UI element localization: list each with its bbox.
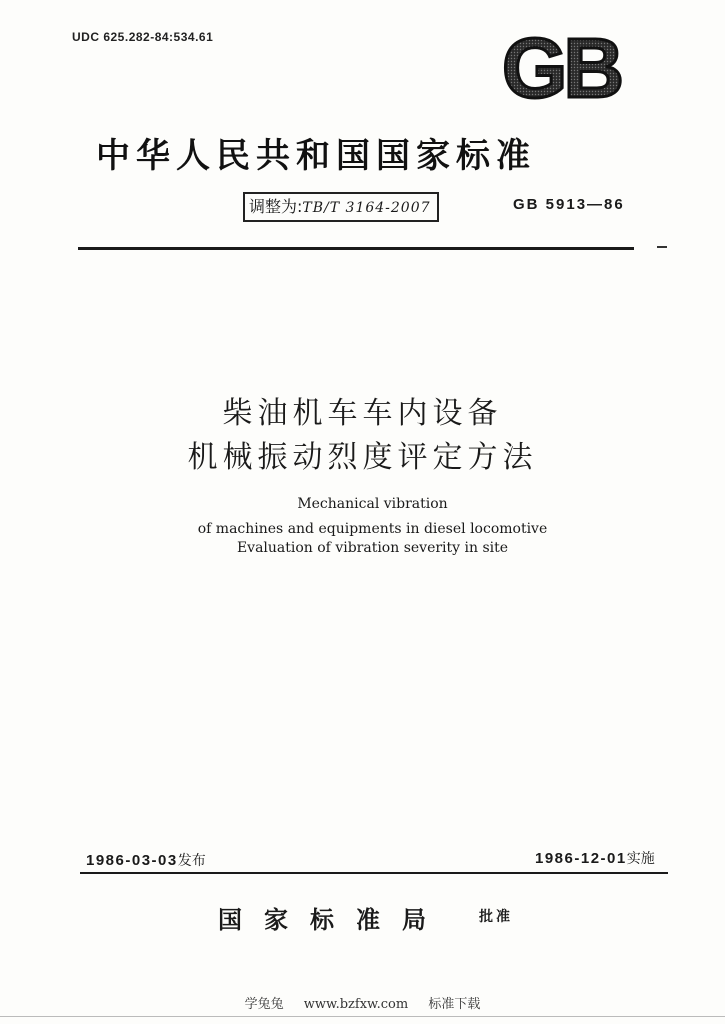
adjust-label: 调整为: [249, 197, 303, 216]
implement-label: 实施 [626, 851, 655, 867]
title-en-line2: of machines and equipments in diesel locomotive [197, 521, 548, 537]
udc-code: UDC 625.282-84:534.61 [72, 30, 214, 44]
standard-number: GB 5913—86 [513, 196, 625, 213]
national-standard-title: 中华人民共和国国家标准 [96, 136, 536, 176]
title-cn-line1: 柴油机车车内设备 [222, 396, 503, 431]
gb-logo-text: GB [502, 30, 620, 106]
issue-date-value: 1986-03-03 [86, 852, 178, 869]
footer-tagline: 标准下载 [428, 997, 481, 1012]
implement-date [535, 848, 655, 868]
gb-logo [486, 30, 636, 106]
title-en-line1: Mechanical vibration [297, 496, 448, 512]
adjust-stamp [243, 192, 439, 222]
implement-date-value: 1986-12-01 [535, 850, 627, 867]
header-divider-tick [657, 246, 667, 248]
approving-authority: 国家标准局 [218, 906, 448, 934]
footer-site-name: 学兔兔 [244, 997, 284, 1012]
footer-divider [0, 1016, 725, 1017]
dates-divider [80, 872, 668, 874]
title-en-line3: Evaluation of vibration severity in site [236, 540, 509, 556]
title-cn-line2: 机械振动烈度评定方法 [187, 440, 538, 475]
footer-site-url[interactable]: www.bzfxw.com [303, 997, 409, 1012]
adjust-value: TB/T 3164-2007 [302, 200, 431, 216]
header-divider [78, 247, 634, 250]
footer [0, 993, 725, 1012]
approval-label: 批准 [479, 909, 513, 925]
issue-label: 发布 [177, 853, 206, 869]
issue-date [86, 850, 206, 870]
